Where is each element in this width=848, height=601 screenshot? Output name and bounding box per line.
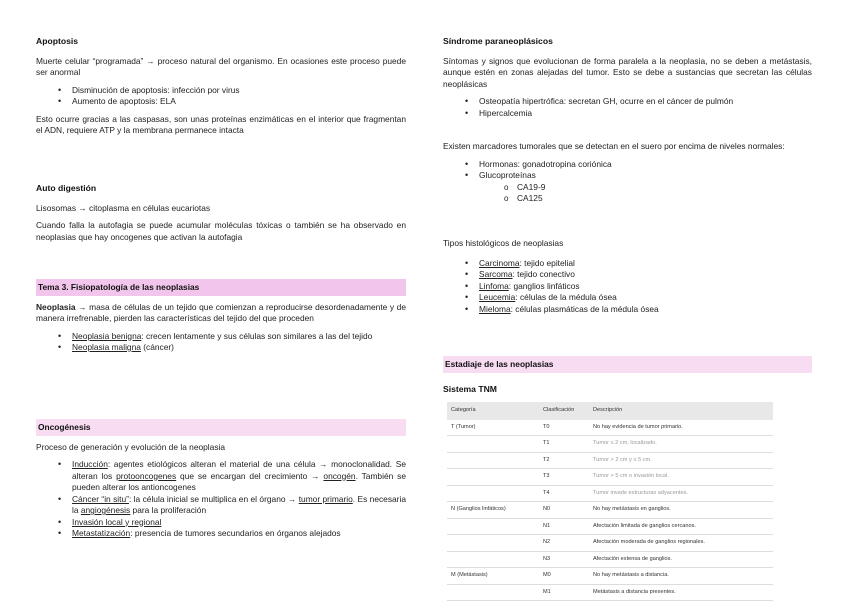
term: Leucemia	[479, 292, 516, 302]
marcadores-intro: Existen marcadores tumorales que se detectan en el suero por encima de niveles normales:	[443, 141, 785, 151]
table-cell: No hay evidencia de tumor primario.	[589, 420, 773, 436]
autodigestion-line1: Lisosomas → citoplasma en células eucariotas	[36, 202, 211, 213]
table-cell: T2	[539, 452, 589, 469]
term-text: : células de la médula ósea	[515, 292, 617, 302]
tema3-band: Tema 3. Fisiopatología de las neoplasias	[36, 279, 406, 296]
table-row	[447, 568, 773, 585]
text-fragment: que se encargan del crecimiento →	[176, 470, 324, 481]
table-cell: N1	[539, 518, 589, 535]
tipos-intro: Tipos histológicos de neoplasias	[443, 238, 564, 248]
table-cell: T1	[539, 436, 589, 453]
table-cell: Tumor ≤ 2 cm, localizado.	[589, 436, 773, 453]
term: Neoplasia maligna	[72, 342, 141, 352]
term: Carcinoma	[479, 257, 520, 268]
text-fragment: : la célula inicial se multiplica en el órgano →	[128, 493, 299, 504]
apoptosis-intro: Muerte celular “programada” → proceso natural del organismo. En ocasiones este proceso puede ser anormal	[36, 55, 406, 77]
table-cell: M1	[539, 584, 589, 601]
tema3-section	[36, 279, 406, 354]
tipos-list	[443, 258, 812, 316]
table-header-row	[447, 402, 773, 420]
sindrome-list	[443, 96, 812, 119]
table-cell	[447, 469, 539, 486]
table-cell: Tumor invade estructuras adyacentes.	[589, 485, 773, 502]
table-cell: No hay metástasis a distancia.	[589, 568, 773, 585]
sindrome-title: Síndrome paraneoplásicos	[443, 36, 553, 46]
table-cell: Metástasis a distancia presentes.	[589, 584, 773, 601]
table-header-cell: Clasificación	[539, 402, 589, 420]
term-text: : ganglios linfáticos	[508, 280, 580, 291]
term: Sarcoma	[479, 269, 513, 279]
table-cell: Tumor > 2 cm y ≤ 5 cm.	[589, 452, 773, 469]
list-item	[36, 528, 406, 540]
neoplasia-term: Neoplasia	[36, 301, 76, 312]
table-row	[447, 535, 773, 552]
table-cell: No hay metástasis en ganglios.	[589, 502, 773, 519]
table-cell: T3	[539, 469, 589, 486]
table-header-cell: Descripción	[589, 402, 773, 420]
table-cell: M0	[539, 568, 589, 585]
list-item	[443, 258, 812, 270]
table-cell: M (Metástasis)	[447, 568, 539, 585]
term: angiogénesis	[80, 505, 131, 515]
tnm-table	[447, 402, 773, 601]
neoplasia-definition	[36, 302, 406, 325]
autodigestion-title: Auto digestión	[36, 183, 97, 193]
list-item: • Hipercalcemia	[443, 108, 812, 120]
table-body	[447, 420, 773, 601]
term: tumor primario	[298, 493, 353, 504]
term: Linfoma	[479, 280, 509, 291]
table-row	[447, 452, 773, 469]
table-row	[447, 584, 773, 601]
oncogenesis-section	[36, 419, 406, 540]
term: Inducción	[72, 459, 108, 469]
table-cell: N2	[539, 535, 589, 552]
term: protooncogenes	[116, 470, 177, 481]
list-item	[443, 304, 812, 316]
list-item: • Hormonas: gonadotropina coriónica	[443, 159, 812, 171]
term-text: : crecen lentamente y sus células son similares a las del tejido	[141, 330, 373, 341]
neoplasia-text: → masa de células de un tejido que comienzan a reproducirse desordenadamente y de manera irrefrenable, pierden las características del tejido del que proceden	[36, 301, 406, 323]
list-item	[443, 281, 812, 293]
table-cell	[447, 551, 539, 568]
estadiaje-section	[443, 356, 812, 601]
apoptosis-title: Apoptosis	[36, 36, 79, 46]
table-cell: T (Tumor)	[447, 420, 539, 436]
neoplasia-list	[36, 331, 406, 354]
list-item: • Disminución de apoptosis: infección por virus	[36, 85, 406, 97]
term: Cáncer “in situ”	[72, 493, 129, 504]
sub-list-item: o CA125	[443, 193, 812, 205]
table-cell: T0	[539, 420, 589, 436]
term: Mieloma	[479, 303, 511, 314]
list-item	[36, 331, 406, 343]
autodigestion-section	[36, 183, 406, 243]
marcadores-list	[443, 159, 812, 205]
table-cell	[447, 485, 539, 502]
table-cell	[447, 436, 539, 453]
table-header-cell: Categoría	[447, 402, 539, 420]
list-item	[36, 517, 406, 529]
apoptosis-list	[36, 85, 406, 108]
autodigestion-line2: Cuando falla la autofagia se puede acumular moléculas tóxicas o también se ha observado en neoplasias que hay oncogenes que activan la autofagia	[36, 220, 406, 242]
term: oncogén	[323, 470, 356, 481]
table-row	[447, 518, 773, 535]
table-row	[447, 551, 773, 568]
tipos-section	[443, 238, 812, 315]
list-item: • Aumento de apoptosis: ELA	[36, 96, 406, 108]
list-item	[36, 494, 406, 517]
sub-list-item: o CA19-9	[443, 182, 812, 194]
table-cell: N (Ganglios linfáticos)	[447, 502, 539, 519]
text-fragment: para la proliferación	[130, 505, 207, 515]
term: Metastatización	[72, 528, 131, 538]
table-cell	[447, 535, 539, 552]
term: Invasión local y regional	[72, 516, 162, 527]
marcadores-section	[443, 141, 812, 205]
sindrome-intro: Síntomas y signos que evolucionan de forma paralela a la neoplasia, no se deben a metástasis, aunque estén en zonas alejadas del tumor. Esto se debe a sustancias que secretan las células neoplásicas	[443, 55, 812, 89]
apoptosis-note: Esto ocurre gracias a las caspasas, son unas proteínas enzimáticas en el interior que fragmentan el ADN, requiere ATP y la membrana permanece intacta	[36, 113, 406, 135]
table-cell: Afectación extensa de ganglios.	[589, 551, 773, 568]
oncogenesis-band: Oncogénesis	[36, 419, 406, 436]
term-text: : células plasmáticas de la médula ósea	[510, 303, 659, 314]
list-item: • Osteopatía hipertrófica: secretan GH, ocurre en el cáncer de pulmón	[443, 96, 812, 108]
table-cell: N3	[539, 551, 589, 568]
table-cell	[447, 584, 539, 601]
table-cell	[447, 452, 539, 469]
table-row	[447, 469, 773, 486]
sindrome-section	[443, 36, 812, 119]
text-fragment: . También se pueden alterar los antioncogenes	[72, 470, 406, 492]
table-row	[447, 436, 773, 453]
term: Neoplasia benigna	[72, 330, 142, 341]
term-text: (cáncer)	[140, 342, 174, 352]
text-fragment: . Es necesaria la	[72, 493, 406, 515]
estadiaje-band: Estadiaje de las neoplasias	[443, 356, 812, 373]
term-text: : presencia de tumores secundarios en órganos alejados	[130, 528, 341, 538]
tnm-title: Sistema TNM	[443, 383, 497, 394]
table-cell	[447, 518, 539, 535]
list-item	[36, 459, 406, 494]
term-text: : tejido epitelial	[519, 257, 575, 268]
table-cell: T4	[539, 485, 589, 502]
table-row	[447, 485, 773, 502]
text-fragment: : agentes etiológicos alteran el material de una célula → monoclonalidad. Se alteran los	[72, 459, 406, 481]
table-row	[447, 502, 773, 519]
table-cell: Afectación limitada de ganglios cercanos.	[589, 518, 773, 535]
table-cell: N0	[539, 502, 589, 519]
term-text: : tejido conectivo	[512, 269, 575, 279]
table-row	[447, 420, 773, 436]
oncogenesis-list	[36, 459, 406, 540]
apoptosis-section	[36, 36, 406, 137]
list-item	[443, 269, 812, 281]
list-item	[36, 342, 406, 354]
table-cell: Afectación moderada de ganglios regionales.	[589, 535, 773, 552]
table-cell: Tumor > 5 cm o invasión local.	[589, 469, 773, 486]
oncogenesis-intro: Proceso de generación y evolución de la neoplasia	[36, 441, 226, 452]
list-item	[443, 292, 812, 304]
list-item: • Glucoproteínas	[443, 170, 812, 182]
